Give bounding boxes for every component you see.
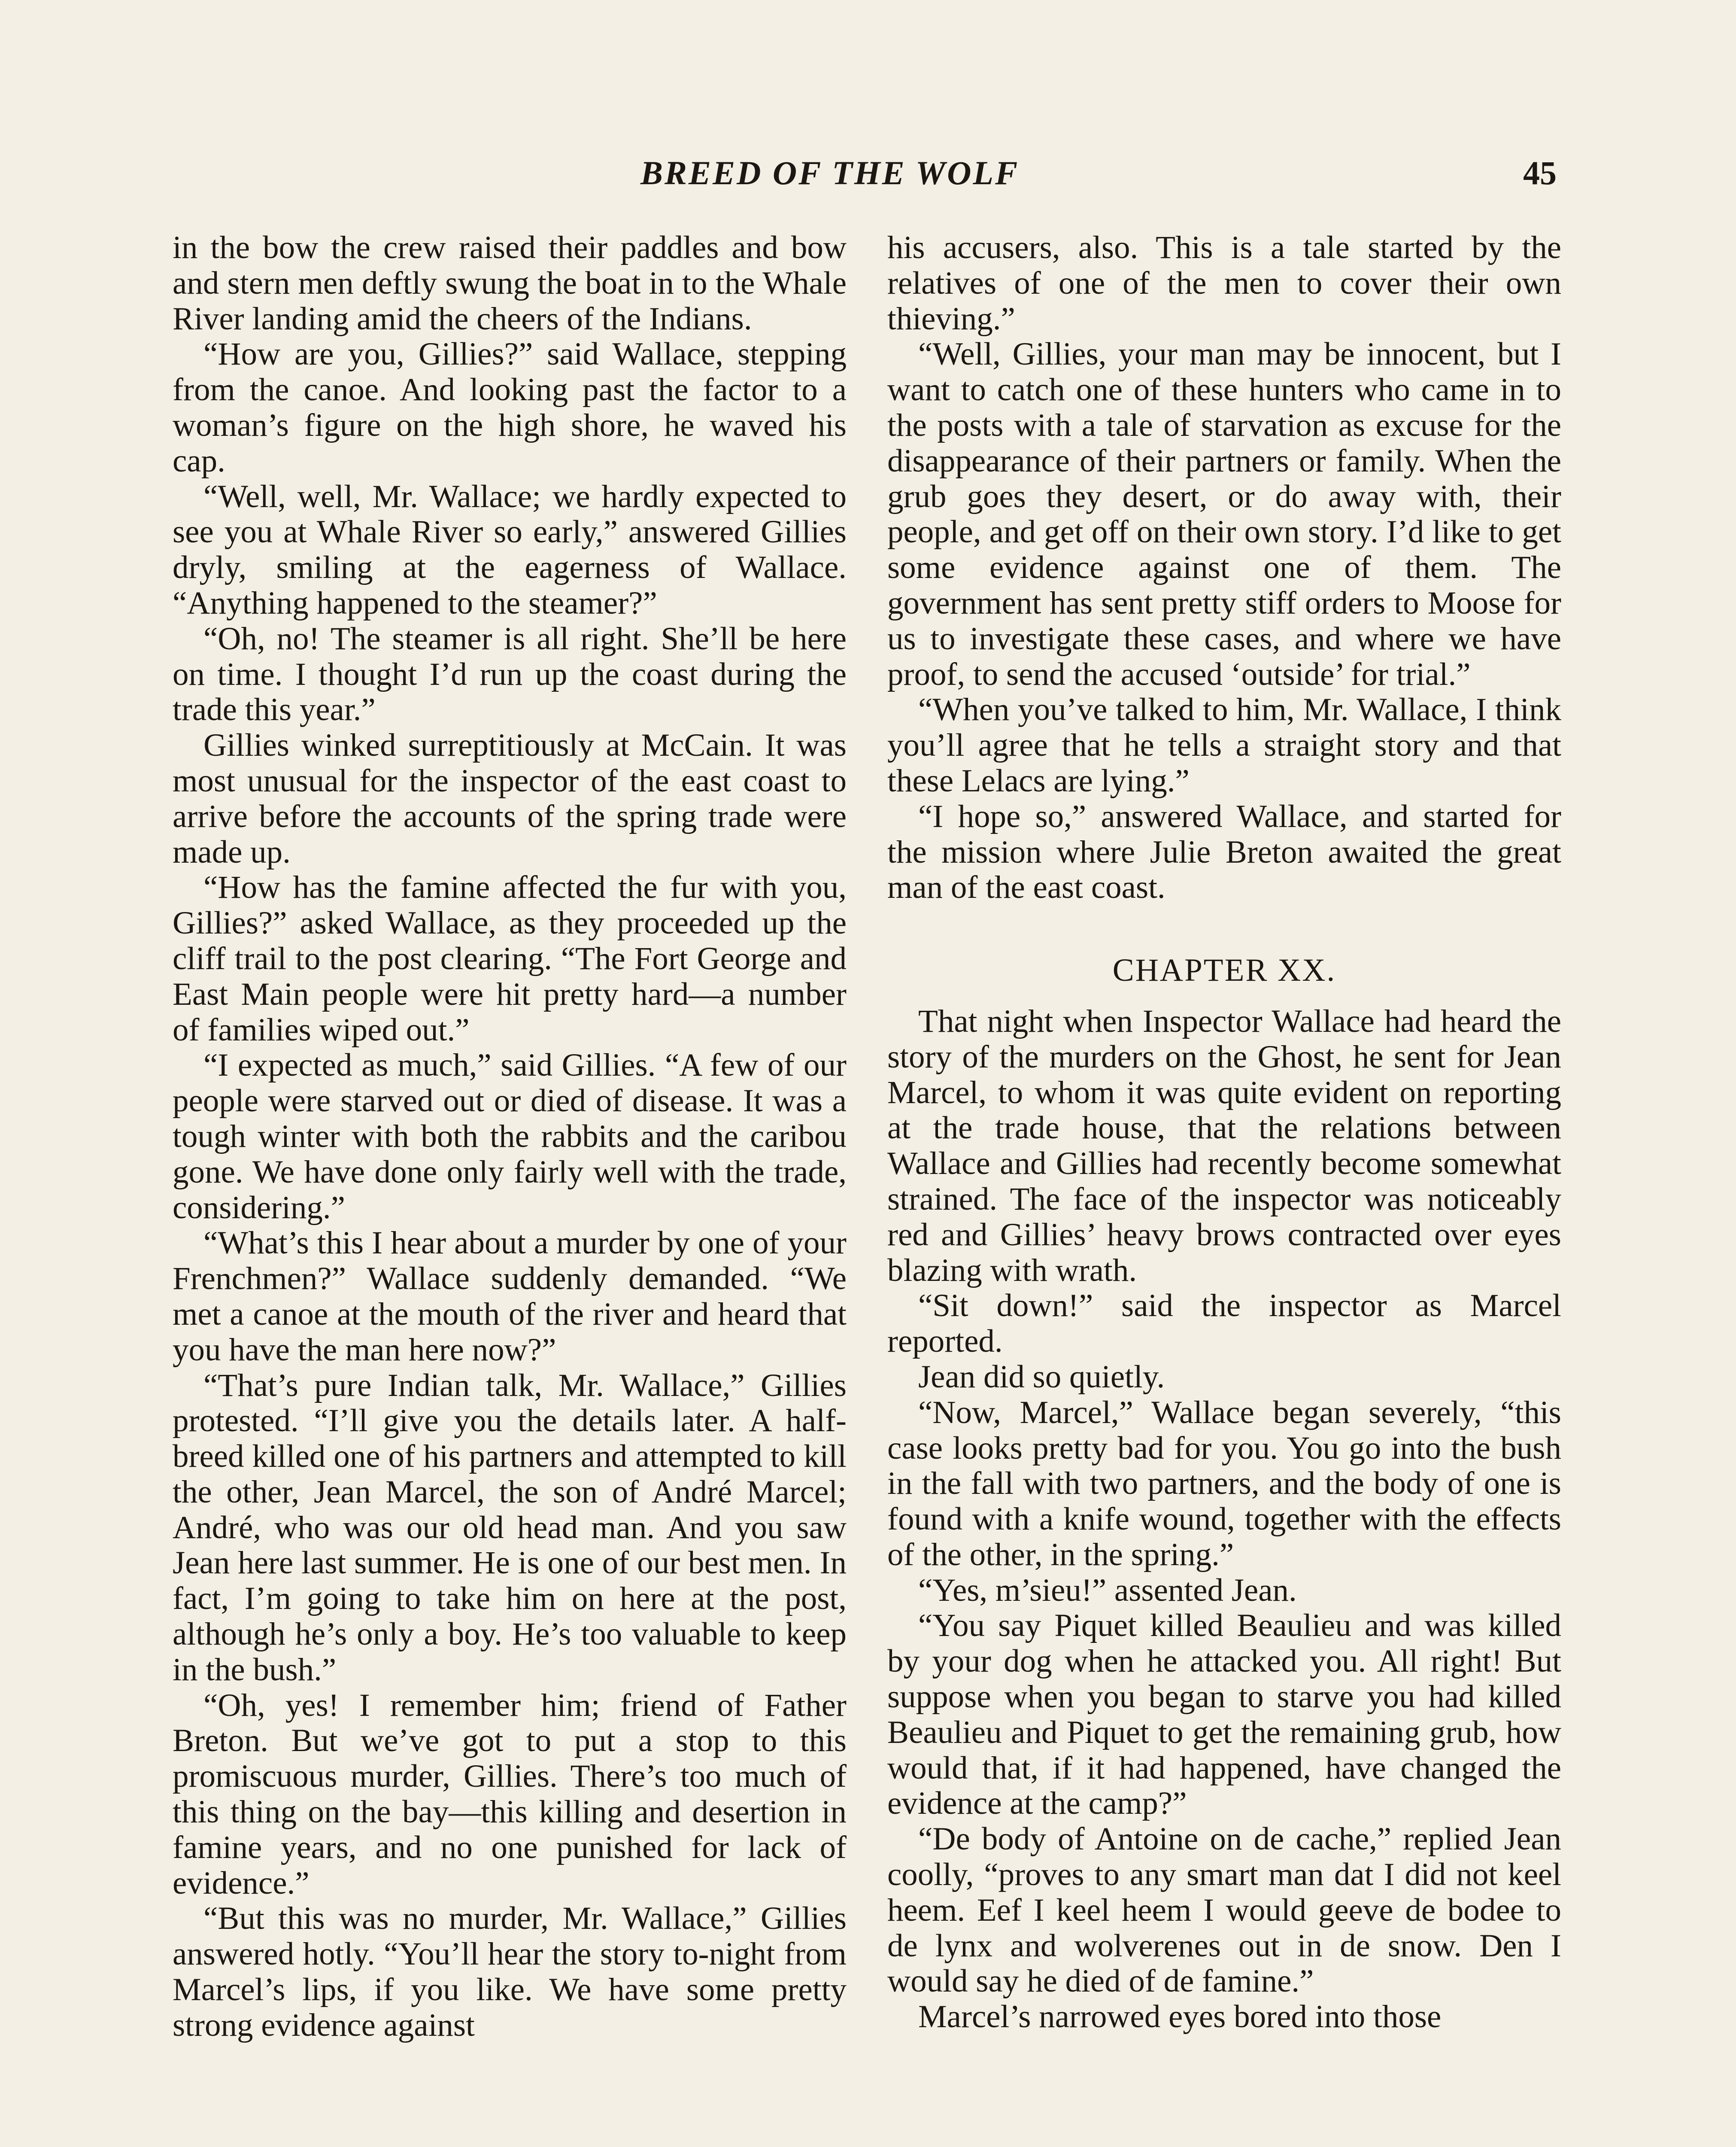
paragraph: “That’s pure Indian talk, Mr. Wallace,” Gillies protested. “I’ll give you the details later. A half-breed killed one of his partners and attempted to kill the other, Jean Marcel, the son of André Marcel; André, who was our old head man. And you saw Jean here last summer. He is one of our best men. In fact, I’m going to take him on here at the post, although he’s only a boy. He’s too valuable to keep in the bush.” — [173, 1367, 847, 1688]
left-column — [173, 230, 847, 2044]
paragraph: Marcel’s narrowed eyes bored into those — [918, 1999, 1442, 2035]
paragraph: “Now, Marcel,” Wallace began severely, “this case looks pretty bad for you. You go into the bush in the fall with two partners, and the body of one is found with a knife wound, together with the effects of the other, in the spring.” — [887, 1394, 1561, 1572]
paragraph: “How are you, Gillies?” said Wallace, stepping from the canoe. And looking past the factor to a woman’s figure on the high shore, he waved his cap. — [173, 336, 847, 479]
paragraph: “I hope so,” answered Wallace, and started for the mission where Julie Breton awaited the great man of the east coast. — [887, 798, 1561, 906]
paragraph: “Yes, m’sieu!” assented Jean. — [918, 1572, 1297, 1608]
paragraph: That night when Inspector Wallace had heard the story of the murders on the Ghost, he sent for Jean Marcel, to whom it was quite evident on reporting at the trade house, that the relations between Wallace and Gillies had recently become somewhat strained. The face of the inspector was noticeably red and Gillies’ heavy brows contracted over eyes blazing with wrath. — [887, 1003, 1561, 1288]
running-title: BREED OF THE WOLF — [640, 154, 1020, 192]
paragraph: “Well, Gillies, your man may be innocent, but I want to catch one of these hunters who came in to the posts with a tale of starvation as excuse for the disappearance of their partners or family. When the grub goes they desert, or do away with, their people, and get off on their own story. I’d like to get some evidence against one of them. The government has sent pretty stiff orders to Moose for us to investigate these cases, and where we have proof, to send the accused ‘outside’ for trial.” — [887, 336, 1561, 692]
paragraph: “Oh, no! The steamer is all right. She’ll be here on time. I thought I’d run up the coast during the trade this year.” — [173, 620, 847, 728]
paragraph: “Well, well, Mr. Wallace; we hardly expected to see you at Whale River so early,” answered Gillies dryly, smiling at the eagerness of Wallace. “Anything happened to the steamer?” — [173, 478, 847, 621]
page-header — [0, 154, 1736, 201]
paragraph: “Sit down!” said the inspector as Marcel reported. — [887, 1288, 1561, 1359]
chapter-heading: CHAPTER XX. — [1112, 952, 1336, 988]
paragraph: “When you’ve talked to him, Mr. Wallace, I think you’ll agree that he tells a straight story and that these Lelacs are lying.” — [887, 692, 1561, 799]
page-number: 45 — [1523, 154, 1557, 192]
paragraph: “Oh, yes! I remember him; friend of Father Breton. But we’ve got to put a stop to this promiscuous murder, Gillies. There’s too much of this thing on the bay—this killing and desertion in famine years, and no one punished for lack of evidence.” — [173, 1687, 847, 1901]
paragraph: “De body of Antoine on de cache,” replied Jean coolly, “proves to any smart man dat I did not keel heem. Eef I keel heem I would geeve de bodee to de lynx and wolverenes out in de snow. Den I would say he died of de famine.” — [887, 1821, 1561, 1999]
paragraph: in the bow the crew raised their paddles and bow and stern men deftly swung the boat in to the Whale River landing amid the cheers of the Indians. — [173, 230, 847, 337]
paragraph: Jean did so quietly. — [918, 1359, 1165, 1395]
paragraph: “How has the famine affected the fur with you, Gillies?” asked Wallace, as they proceeded up the cliff trail to the post clearing. “The Fort George and East Main people were hit pretty hard—a number of families wiped out.” — [173, 870, 847, 1048]
paragraph: Gillies winked surreptitiously at McCain. It was most unusual for the inspector of the east coast to arrive before the accounts of the spring trade were made up. — [173, 727, 847, 870]
paragraph: “You say Piquet killed Beaulieu and was killed by your dog when he attacked you. All right! But suppose when you began to starve you had killed Beaulieu and Piquet to get the remaining grub, how would that, if it had happened, have changed the evidence at the camp?” — [887, 1608, 1561, 1822]
paragraph: “But this was no murder, Mr. Wallace,” Gillies answered hotly. “You’ll hear the story to-night from Marcel’s lips, if you like. We have some pretty strong evidence against — [173, 1901, 847, 2043]
paragraph: “I expected as much,” said Gillies. “A few of our people were starved out or died of disease. It was a tough winter with both the rabbits and the caribou gone. We have done only fairly well with the trade, considering.” — [173, 1047, 847, 1226]
paragraph: “What’s this I hear about a murder by one of your Frenchmen?” Wallace suddenly demanded. “We met a canoe at the mouth of the river and heard that you have the man here now?” — [173, 1225, 847, 1368]
right-column — [887, 230, 1561, 2035]
paragraph: his accusers, also. This is a tale started by the relatives of one of the men to cover their own thieving.” — [887, 230, 1561, 337]
